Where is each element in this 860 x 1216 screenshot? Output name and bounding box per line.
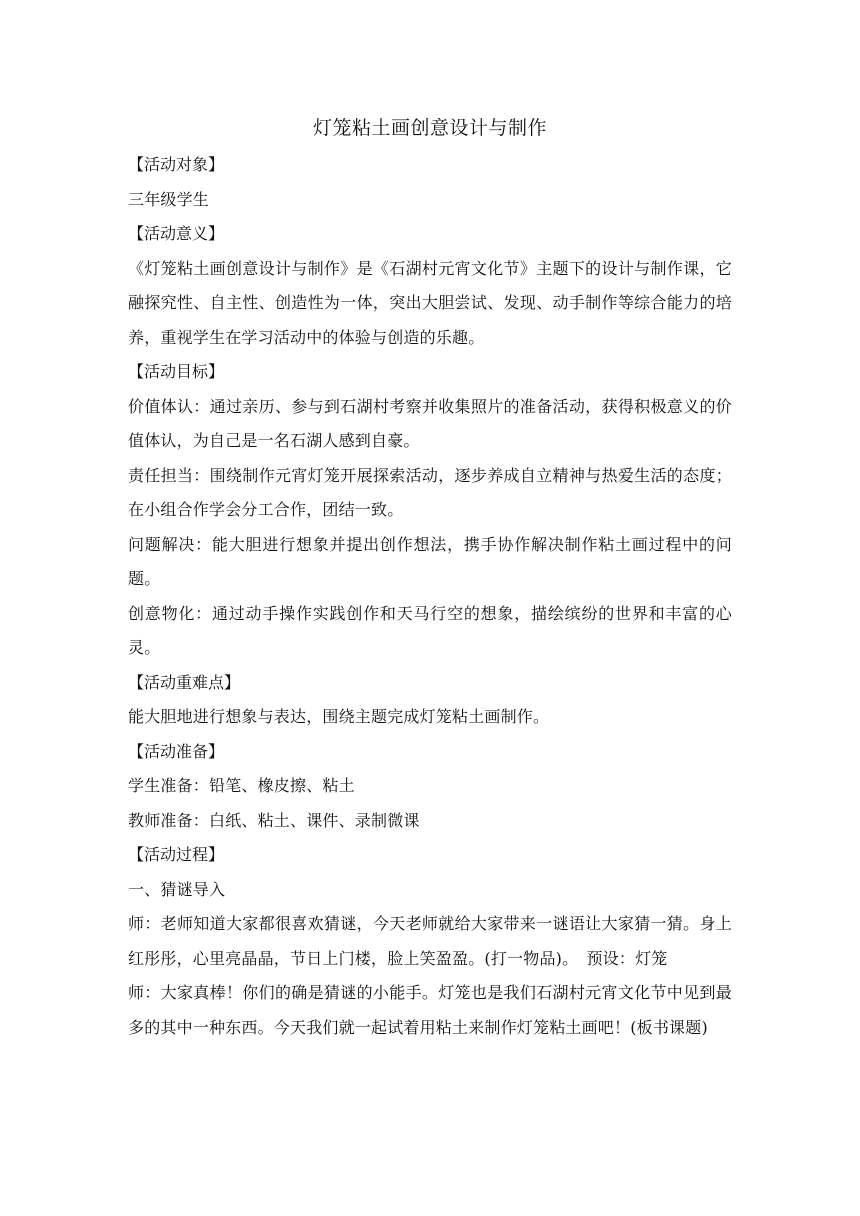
activity-object-text: 三年级学生	[128, 189, 210, 209]
document-body	[128, 108, 732, 1045]
student-preparation: 学生准备：铅笔、橡皮擦、粘土	[128, 776, 355, 795]
key-difficulties-text: 能大胆地进行想象与表达，围绕主题完成灯笼粘土画制作。	[128, 707, 550, 726]
step-one-riddle-paragraph: 师：老师知道大家都很喜欢猜谜，今天老师就给大家带来一谜语让大家猜一猜。身上红彤彤，心里亮晶晶，节日上门楼，脸上笑盈盈。(打一物品)。 预设：灯笼	[128, 914, 732, 968]
section-heading-activity-meaning: 【活动意义】	[128, 224, 225, 243]
section-heading-activity-object: 【活动对象】	[128, 155, 225, 174]
goal-creative-materialization: 创意物化：通过动手操作实践创作和天马行空的想象，描绘缤纷的世界和丰富的心灵。	[128, 603, 732, 657]
goal-problem-solving: 问题解决：能大胆进行想象并提出创作想法，携手协作解决制作粘土画过程中的问题。	[128, 534, 732, 588]
goal-value-recognition: 价值体认：通过亲历、参与到石湖村考察并收集照片的准备活动，获得积极意义的价值体认，为自己是一名石湖人感到自豪。	[128, 396, 732, 450]
section-heading-key-difficulties: 【活动重难点】	[128, 672, 241, 692]
section-heading-process: 【活动过程】	[128, 845, 225, 864]
section-heading-activity-goals: 【活动目标】	[128, 362, 225, 381]
teacher-preparation: 教师准备：白纸、粘土、课件、录制微课	[128, 810, 420, 830]
step-one-praise-paragraph: 师：大家真棒！你们的确是猜谜的小能手。灯笼也是我们石湖村元宵文化节中见到最多的其中一种东西。今天我们就一起试着用粘土来制作灯笼粘土画吧！(板书课题)	[128, 983, 732, 1037]
goal-responsibility: 责任担当：围绕制作元宵灯笼开展探索活动，逐步养成自立精神与热爱生活的态度；在小组合作学会分工合作，团结一致。	[128, 465, 732, 519]
activity-meaning-text: 《灯笼粘土画创意设计与制作》是《石湖村元宵文化节》主题下的设计与制作课，它融探究性、自主性、创造性为一体，突出大胆尝试、发现、动手制作等综合能力的培养，重视学生在学习活动中的体验与创造的乐趣。	[128, 258, 732, 347]
section-heading-preparation: 【活动准备】	[128, 741, 225, 761]
document-title: 灯笼粘土画创意设计与制作	[312, 117, 547, 139]
step-one-heading: 一、猜谜导入	[128, 879, 226, 899]
